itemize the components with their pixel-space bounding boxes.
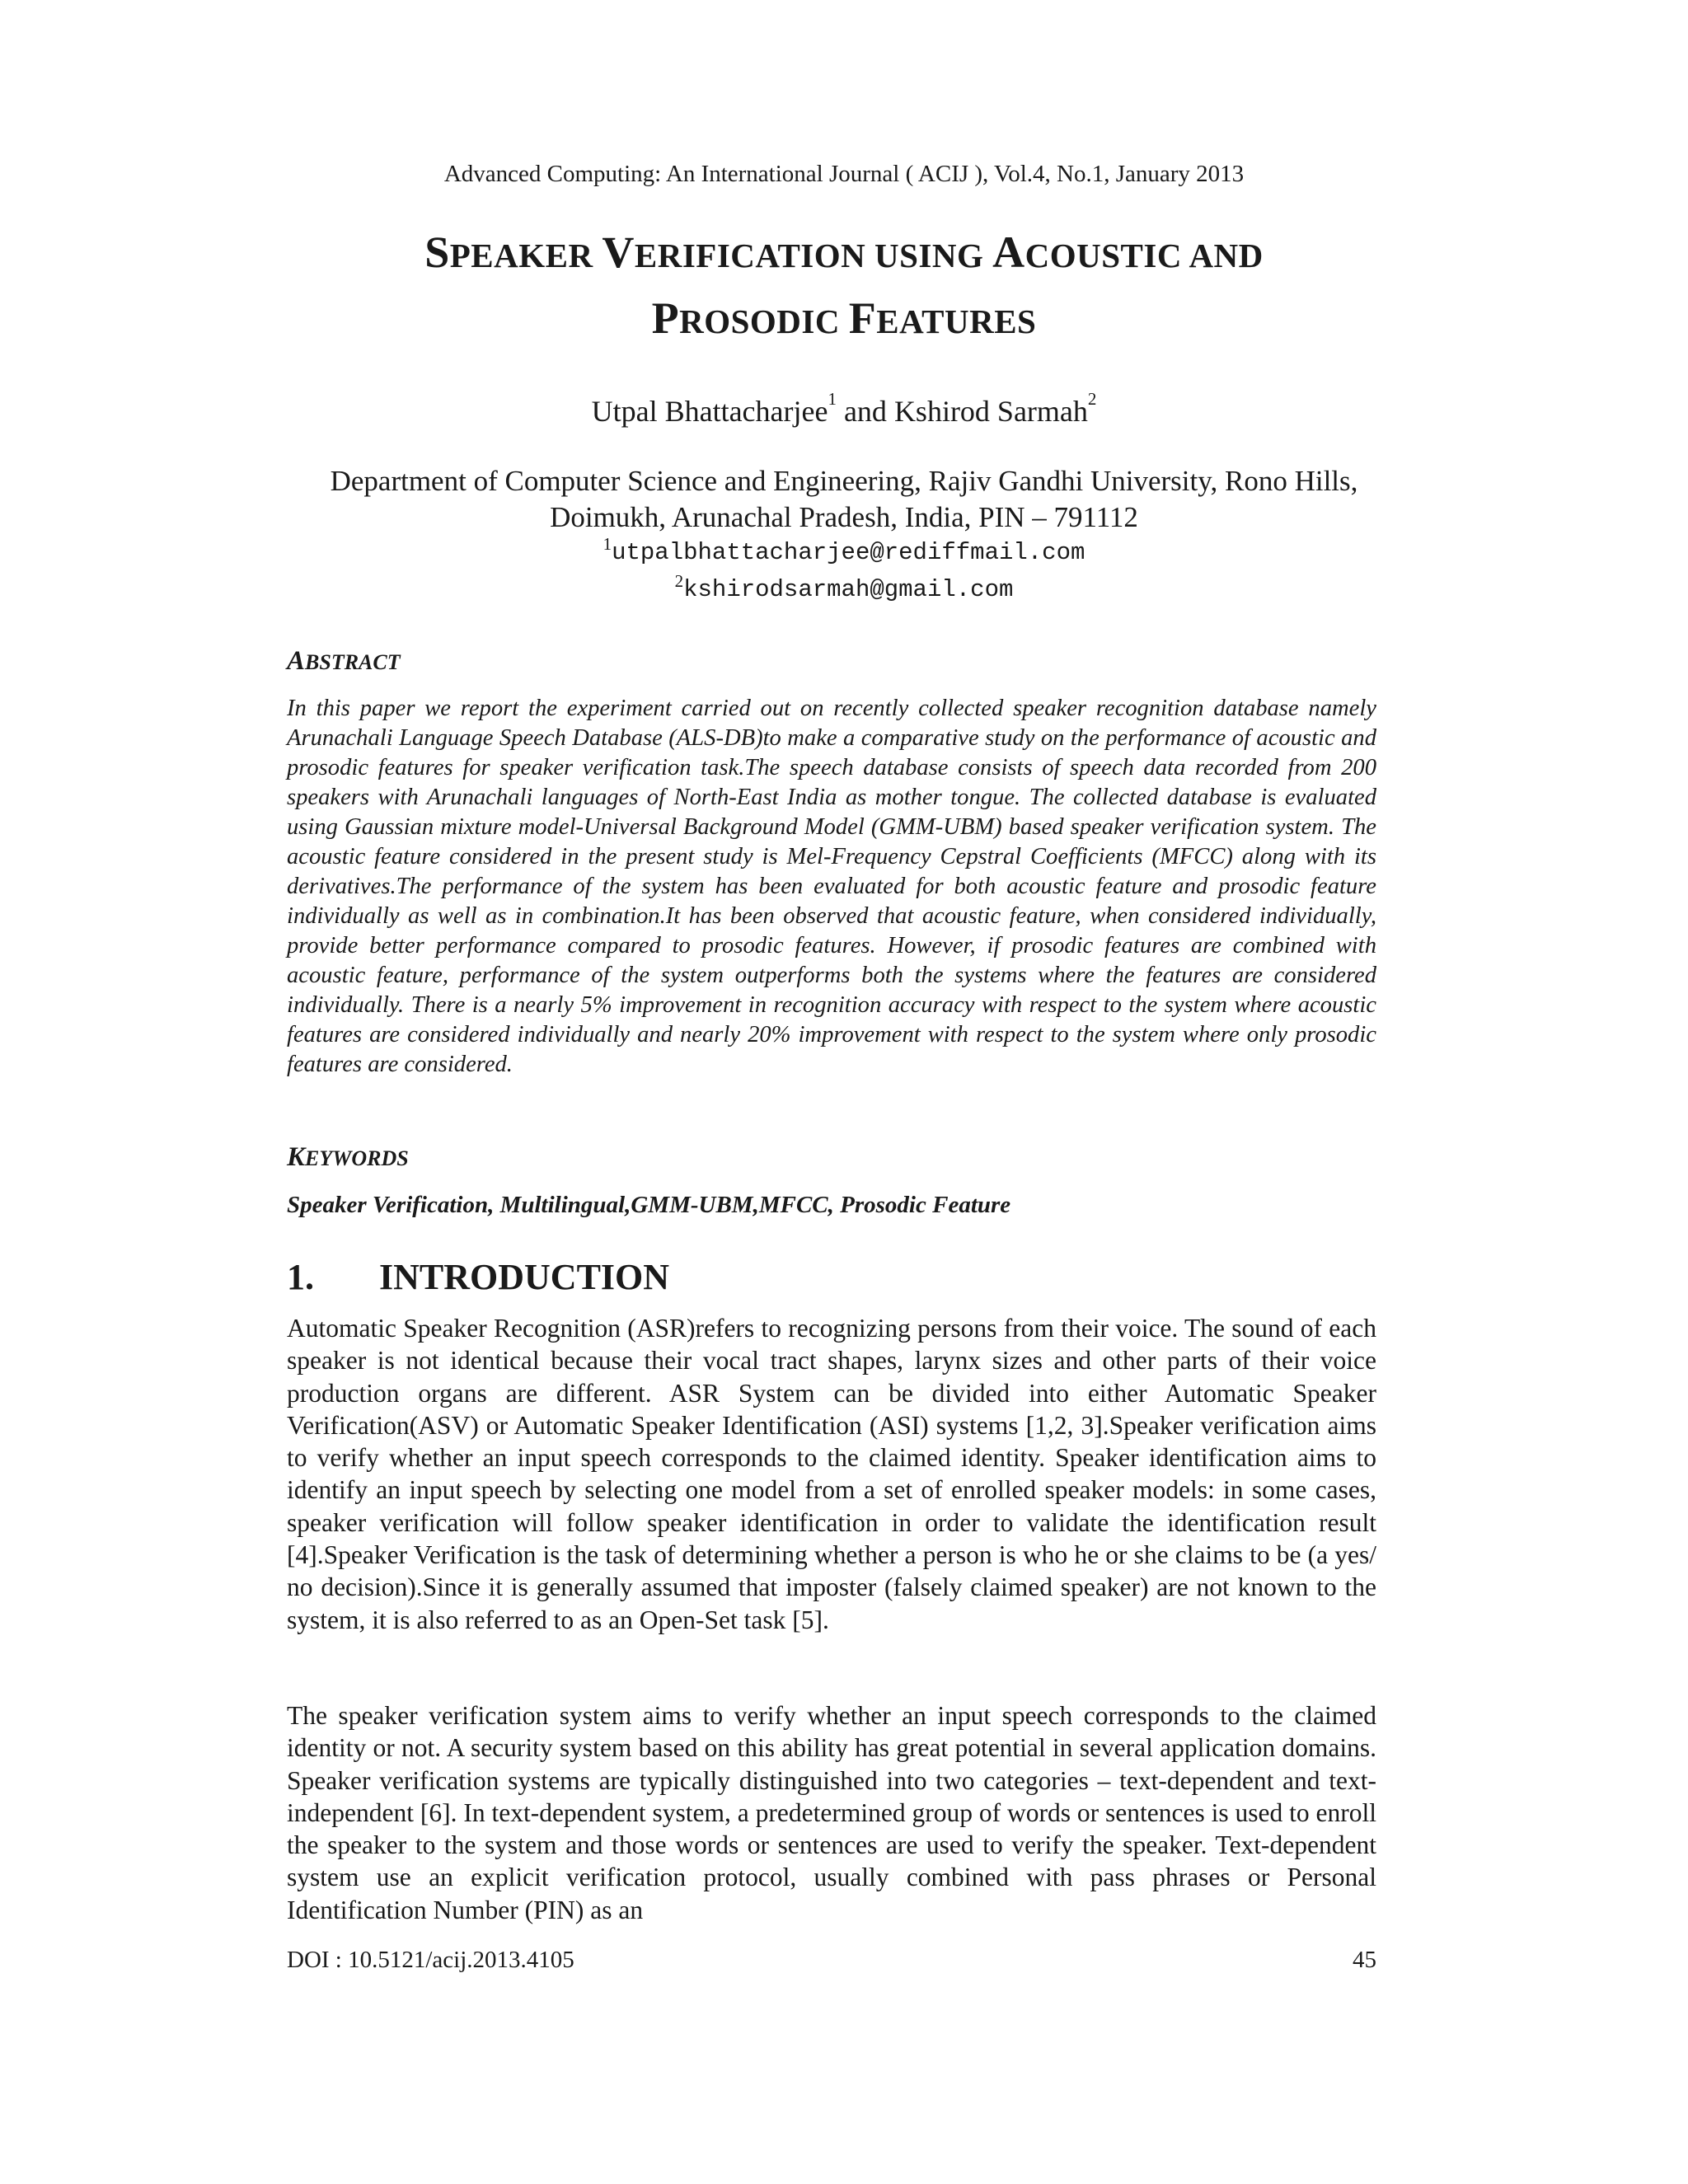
author-list — [0, 389, 1688, 429]
doi: DOI : 10.5121/acij.2013.4105 — [287, 1947, 574, 1973]
author-1-sup: 1 — [828, 389, 837, 409]
abstract-heading: ABSTRACT — [287, 646, 401, 676]
keywords-heading: KEYWORDS — [287, 1142, 409, 1172]
intro-paragraph-2: The speaker verification system aims to verify whether an input speech corresponds to the claimed identity or not. A security system based on this ability has great potential in several application domains. Speaker verification systems are typically distinguished into two categories – text-dependent and text-independent [6]. In text-dependent system, a predetermined group of words or sentences is used to enroll the speaker to the system and those words or sentences are used to verify the speaker. Text-dependent system use an explicit verification protocol, usually combined with pass phrases or Personal Identification Number (PIN) as an — [287, 1701, 1376, 1924]
section-heading-introduction — [287, 1256, 669, 1298]
email-address-1[interactable]: utpalbhattacharjee@rediffmail.com — [612, 539, 1085, 566]
author-2: Kshirod Sarmah — [893, 395, 1088, 428]
page-number: 45 — [1353, 1947, 1376, 1973]
email-2: $^2$kshirodsarmah@gmail.com — [674, 571, 1014, 603]
email-1: $^1$utpalbhattacharjee@rediffmail.com — [603, 534, 1085, 566]
email-address-2[interactable]: kshirodsarmah@gmail.com — [683, 576, 1014, 603]
author-2-sup: 2 — [1087, 389, 1097, 409]
journal-header: Advanced Computing: An International Journal ( ACIJ ), Vol.4, No.1, January 2013 — [443, 161, 1245, 187]
title-line-2: PROSODIC FEATURES — [651, 293, 1037, 343]
title-line-1: SPEAKER VERIFICATION USING ACOUSTIC AND — [424, 227, 1264, 277]
author-1: Utpal Bhattacharjee — [591, 395, 828, 428]
keywords-text: Speaker Verification, Multilingual,GMM-UBM,MFCC, Prosodic Feature — [287, 1192, 1011, 1218]
author-joiner: and — [836, 395, 894, 428]
section-number: 1. — [287, 1257, 314, 1297]
section-title: INTRODUCTION — [379, 1257, 670, 1297]
paper-title — [0, 221, 1688, 353]
page-footer — [287, 1947, 1376, 1974]
intro-paragraph-1: Automatic Speaker Recognition (ASR)refers to recognizing persons from their voice. The sound of each speaker is not identical because their vocal tract shapes, larynx sizes and other parts of their voice production organs are different. ASR System can be divided into either Automatic Speaker Verification(ASV) or Automatic Speaker Identification (ASI) systems [1,2, 3].Speaker verification aims to verify whether an input speech corresponds to the claimed identity. Speaker identification aims to identify an input speech by selecting one model from a set of enrolled speaker models: in some cases, speaker verification will follow speaker identification in order to validate the identification result [4].Speaker Verification is the task of determining whether a person is who he or she claims to be (a yes/ no decision).Since it is generally assumed that imposter (falsely claimed speaker) are not known to the system, it is also referred to as an Open-Set task [5]. — [287, 1314, 1376, 1634]
abstract-text: In this paper we report the experiment carried out on recently collected speaker recognition database namely Arunachali Language Speech Database (ALS-DB)to make a comparative study on the performance of acoustic and prosodic features for speaker verification task.The speech database consists of speech data recorded from 200 speakers with Arunachali languages of North-East India as mother tongue. The collected database is evaluated using Gaussian mixture model-Universal Background Model (GMM-UBM) based speaker verification system. The acoustic feature considered in the present study is Mel-Frequency Cepstral Coefficients (MFCC) along with its derivatives.The performance of the system has been evaluated for both acoustic feature and prosodic feature individually as well as in combination.It has been observed that acoustic feature, when considered individually, provide better performance compared to prosodic features. However, if prosodic features are combined with acoustic feature, performance of the system outperforms both the systems where the features are considered individually. There is a nearly 5% improvement in recognition accuracy with respect to the system where acoustic features are considered individually and nearly 20% improvement with respect to the system where only prosodic features are considered. — [287, 696, 1376, 1077]
affiliation: Department of Computer Science and Engineering, Rajiv Gandhi University, Rono Hills, Doimukh, Arunachal Pradesh, India, PIN – 791112 — [330, 465, 1358, 533]
